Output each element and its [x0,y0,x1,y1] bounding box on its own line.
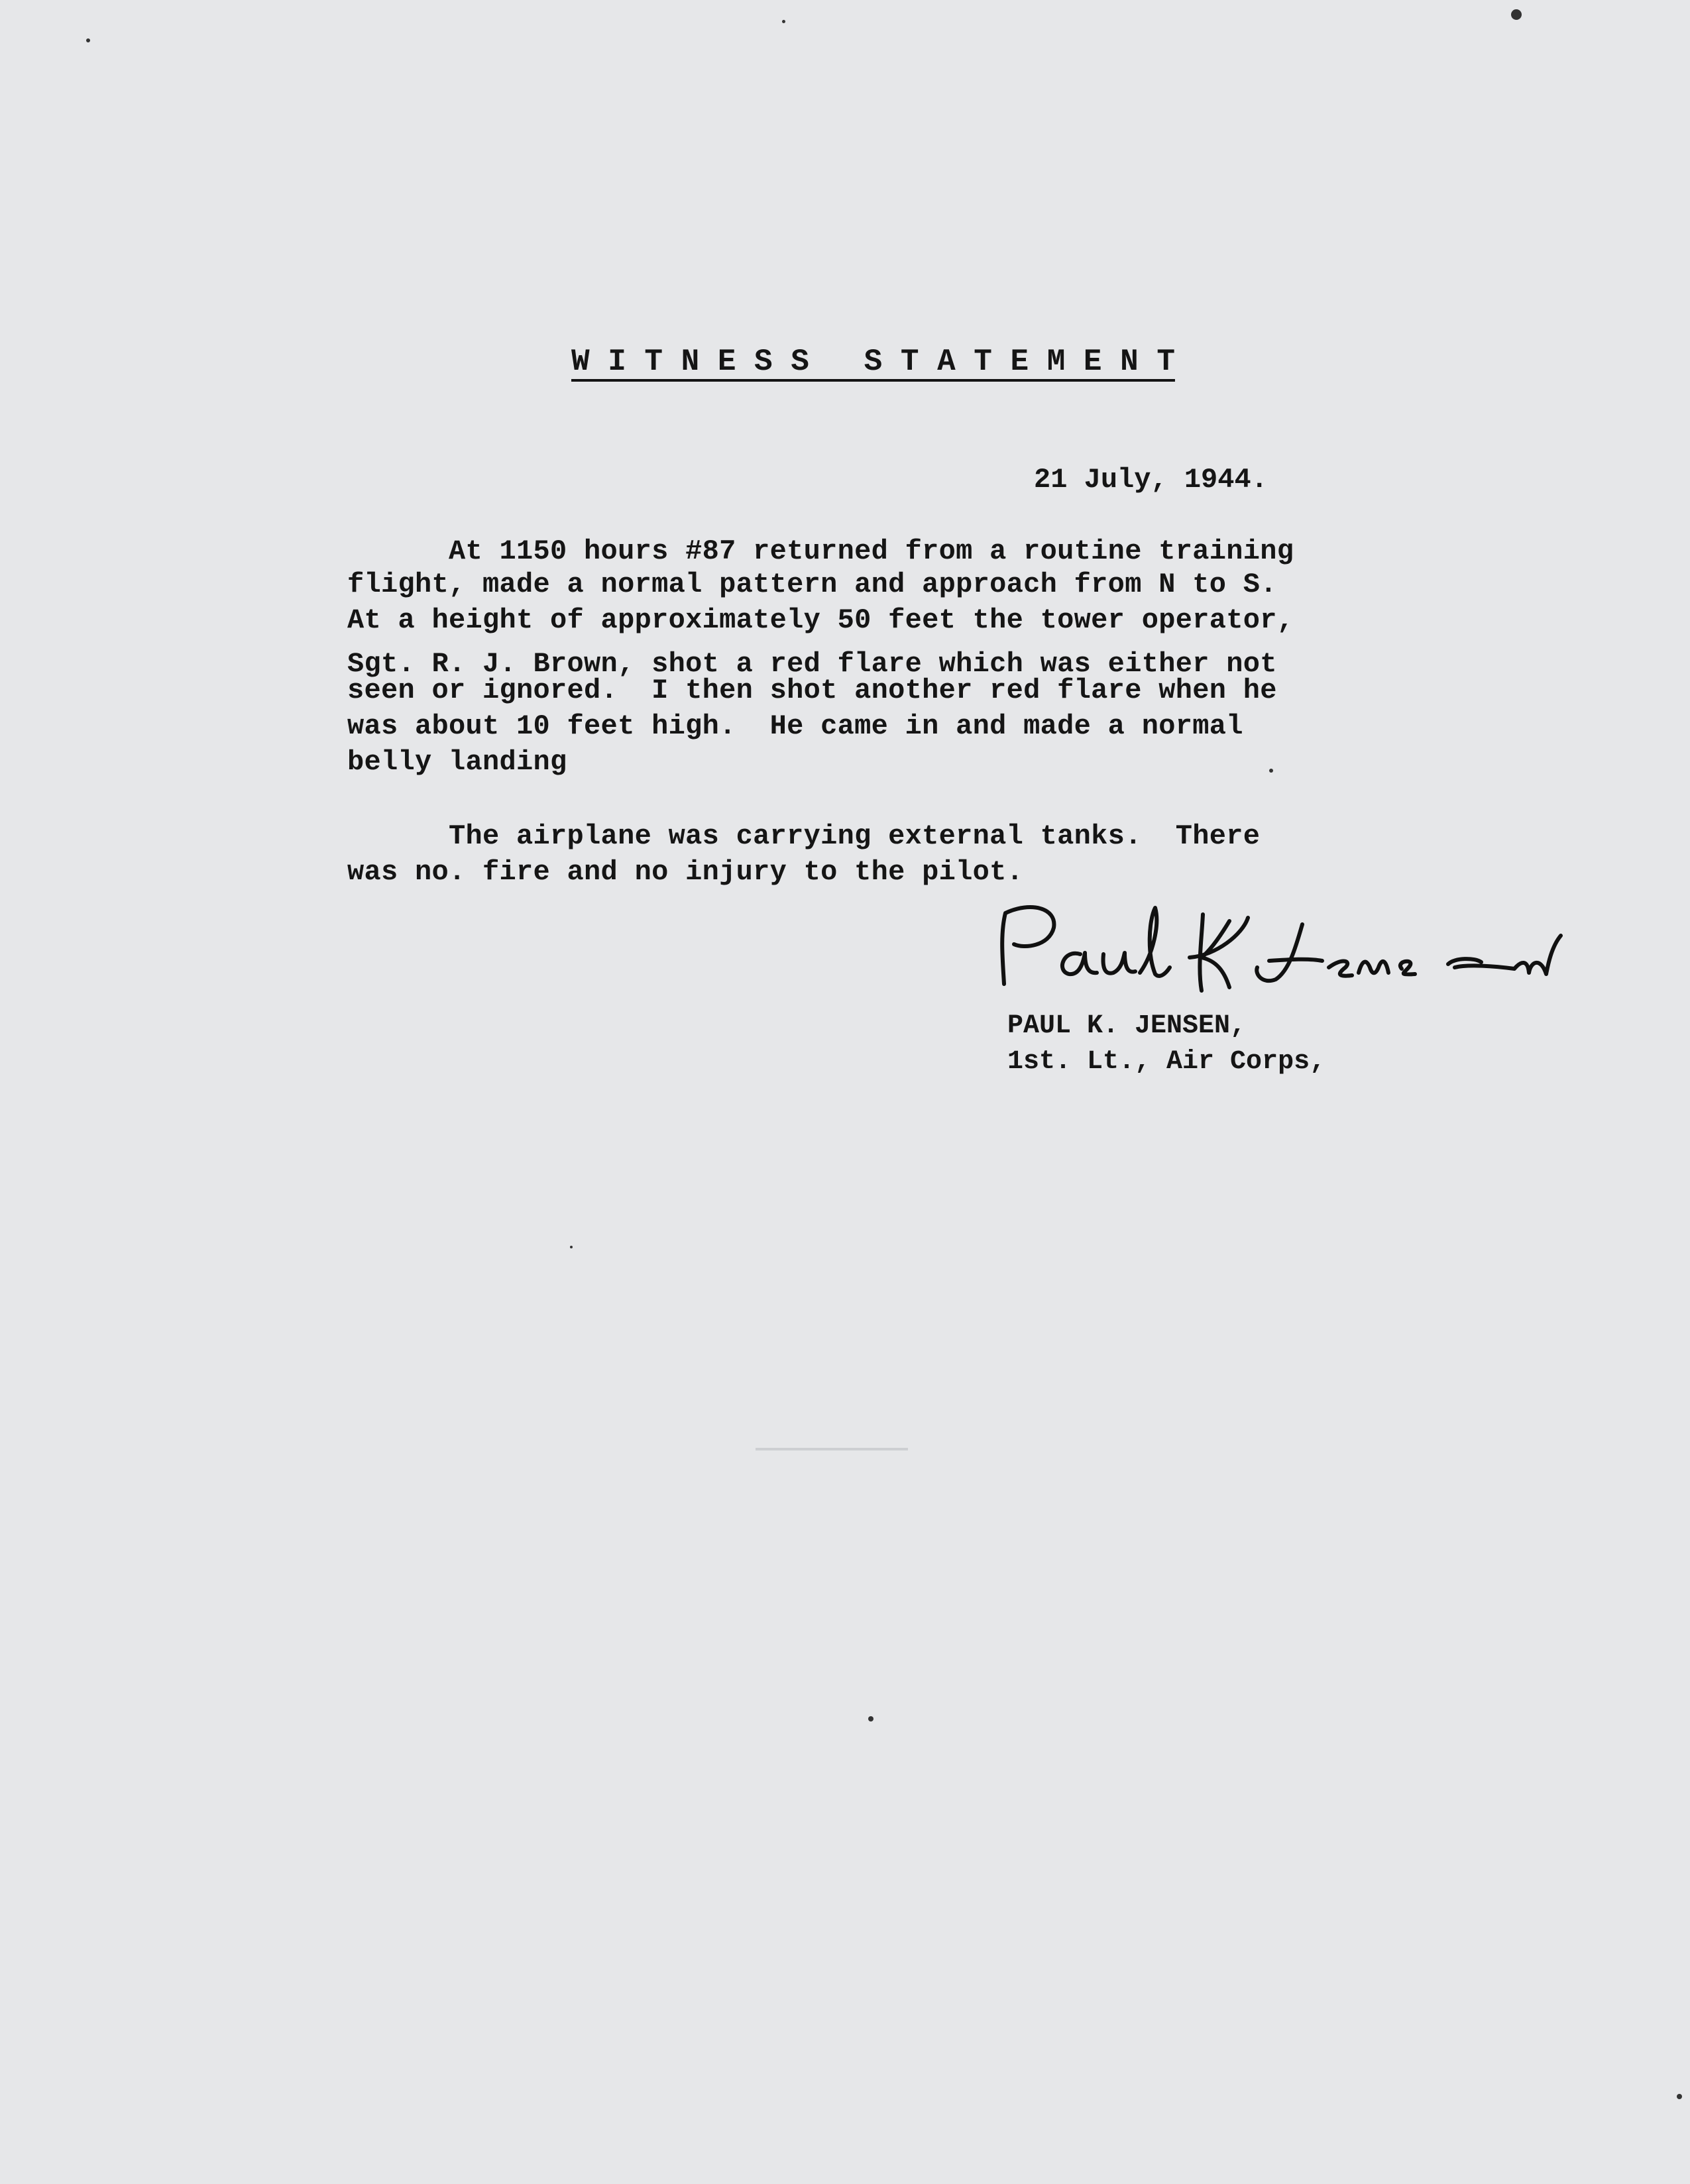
paragraph-line: was about 10 feet high. He came in and made a normal [347,710,1243,742]
scan-speck [570,1246,573,1248]
handwritten-signature [991,895,1601,1007]
document-title: W I T N E S S S T A T E M E N T [571,345,1175,379]
paragraph-line: belly landing [347,746,567,778]
paragraph-line: was no. fire and no injury to the pilot. [347,856,1024,888]
paragraph-line: Sgt. R. J. Brown, shot a red flare which was either not [347,648,1277,680]
signatory-rank: 1st. Lt., Air Corps, [1007,1047,1326,1077]
paragraph-line: seen or ignored. I then shot another red flare when he [347,675,1277,706]
scan-speck [1677,2094,1682,2099]
paragraph-line: flight, made a normal pattern and approach from N to S. [347,569,1277,600]
scan-speck [782,20,785,23]
signatory-name: PAUL K. JENSEN, [1007,1011,1247,1041]
scan-speck [86,38,90,42]
paragraph-line: The airplane was carrying external tanks. There [347,820,1261,852]
scan-speck [1269,769,1273,773]
scan-speck [1511,9,1522,20]
scan-speck [868,1716,873,1721]
statement-date: 21 July, 1944. [1034,464,1268,496]
paragraph-line: At 1150 hours #87 returned from a routine training [347,535,1294,567]
paragraph-line: At a height of approximately 50 feet the tower operator, [347,604,1294,636]
scan-smudge [756,1448,908,1450]
